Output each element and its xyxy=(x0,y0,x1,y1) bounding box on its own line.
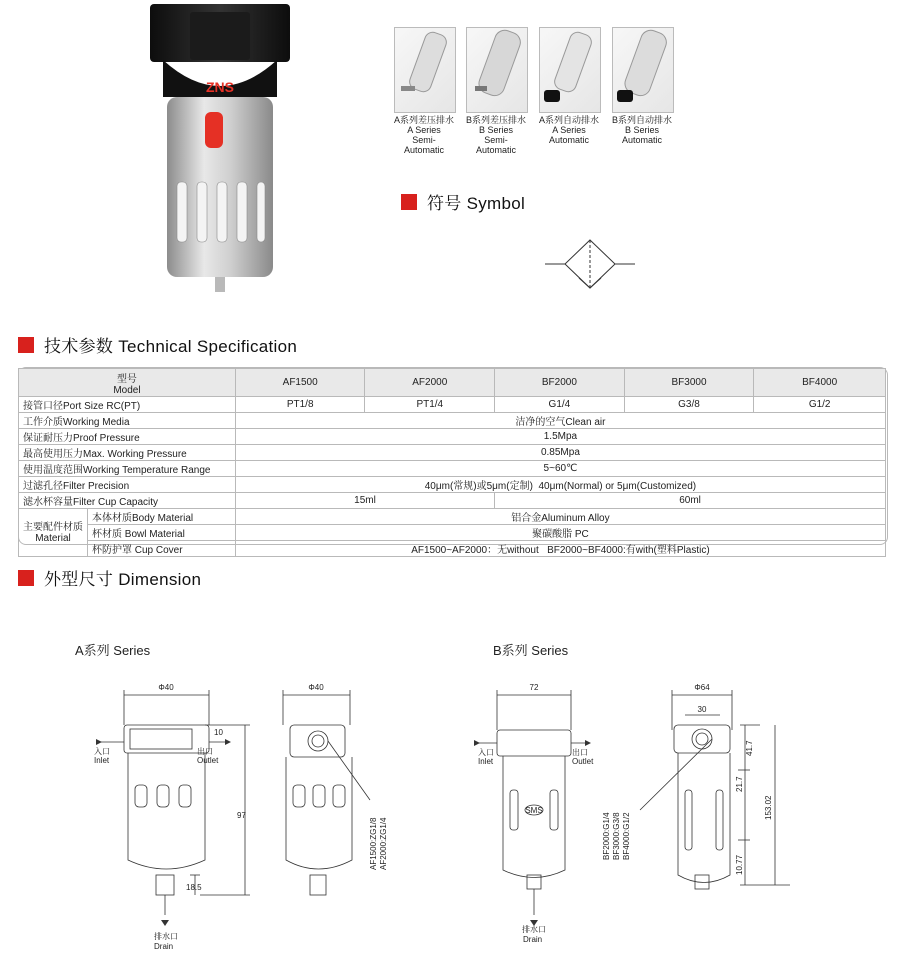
table-cell: 0.85Mpa xyxy=(235,445,885,461)
table-row xyxy=(19,445,886,461)
dim-b-side-d1: 41.7 xyxy=(745,740,754,756)
table-row xyxy=(19,477,886,493)
drain-arrow-icon xyxy=(161,920,169,926)
table-row xyxy=(19,429,886,445)
table-row xyxy=(19,525,886,541)
inlet-arrow-icon xyxy=(96,739,102,745)
b-series-title: B系列 Series xyxy=(493,643,569,658)
outlet-arrow-icon xyxy=(225,739,231,745)
dim-b-side-port: 30 xyxy=(697,705,707,714)
dim-a-front-width: Φ40 xyxy=(158,683,174,692)
variant-thumb-1 xyxy=(394,27,456,113)
dim-a-front-top: 10 xyxy=(214,728,223,737)
model-cell: BF4000 xyxy=(754,369,886,397)
row-label: 最高使用压力Max. Working Pressure xyxy=(19,445,236,461)
row-label: 接管口径Port Size RC(PT) xyxy=(19,397,236,413)
dimension-heading: 外型尺寸 Dimension xyxy=(18,565,201,590)
b-drain-en: Drain xyxy=(523,935,543,944)
b-drain-cn: 排水口 xyxy=(522,925,546,934)
table-cell: 5~60℃ xyxy=(235,461,885,477)
material-group-label: 主要配件材质 Material xyxy=(19,509,88,557)
a-port-line-1: AF1500:ZG1/8 xyxy=(369,817,378,870)
table-cell: 1.5Mpa xyxy=(235,429,885,445)
inlet-arrow-icon xyxy=(474,740,480,746)
section-marker-icon xyxy=(18,337,34,353)
table-cell: G3/8 xyxy=(624,397,754,413)
dim-b-side-d3: 153.02 xyxy=(764,795,773,820)
dim-a-front-bottom: 18.5 xyxy=(186,883,202,892)
table-cell: 15ml xyxy=(235,493,494,509)
spec-table xyxy=(18,368,886,557)
dim-a-front-height: 97 xyxy=(237,811,246,820)
table-cell: 40μm(常规)或5μm(定制) 40μm(Normal) or 5μm(Customized) xyxy=(235,477,885,493)
row-label: 杯防护罩 Cup Cover xyxy=(88,541,236,557)
symbol-heading: 符号 Symbol xyxy=(401,189,525,214)
table-row xyxy=(19,461,886,477)
b-port-line-3: BF4000:G1/2 xyxy=(622,812,631,860)
brand-logo: ZNS xyxy=(206,79,234,95)
b-inlet-en: Inlet xyxy=(478,757,494,766)
table-row xyxy=(19,413,886,429)
table-row xyxy=(19,493,886,509)
a-outlet-en: Outlet xyxy=(197,756,219,765)
dim-b-side-width: Φ64 xyxy=(694,683,710,692)
variant-thumb-4 xyxy=(612,27,674,113)
table-cell: 铝合金Aluminum Alloy xyxy=(235,509,885,525)
b-bowl-mark: SMS xyxy=(525,806,543,815)
outlet-arrow-icon xyxy=(585,740,591,746)
model-cell: BF2000 xyxy=(495,369,625,397)
table-row xyxy=(19,509,886,525)
section-marker-icon xyxy=(18,570,34,586)
section-marker-icon xyxy=(401,194,417,210)
a-port-line-2: AF2000:ZG1/4 xyxy=(379,817,388,870)
dim-b-front-width: 72 xyxy=(529,683,539,692)
a-series-title: A系列 Series xyxy=(75,643,151,658)
spec-heading: 技术参数 Technical Specification xyxy=(18,332,297,357)
dim-b-side-d4: 10.77 xyxy=(735,854,744,875)
spec-header-row xyxy=(19,369,886,397)
row-label: 保证耐压力Proof Pressure xyxy=(19,429,236,445)
table-cell: PT1/8 xyxy=(235,397,365,413)
variant-caption-1: A系列差压排水 A Series Semi- Automatic xyxy=(393,115,454,155)
table-cell: 60ml xyxy=(495,493,886,509)
variant-thumb-3 xyxy=(539,27,601,113)
table-cell: G1/2 xyxy=(754,397,886,413)
dim-b-side-d2: 21.7 xyxy=(735,776,744,792)
table-row xyxy=(19,541,886,557)
b-port-line-1: BF2000:G1/4 xyxy=(602,812,611,860)
model-cell: AF1500 xyxy=(235,369,365,397)
row-label: 过滤孔径Filter Precision xyxy=(19,477,236,493)
model-cell: BF3000 xyxy=(624,369,754,397)
variant-caption-4: B系列自动排水 B Series Automatic xyxy=(611,115,672,145)
variant-caption-3: A系列自动排水 A Series Automatic xyxy=(538,115,599,145)
model-header: 型号 Model xyxy=(19,369,236,397)
table-cell: AF1500~AF2000：无without BF2000~BF4000:有with(塑料Plastic) xyxy=(235,541,885,557)
dim-a-side-width: Φ40 xyxy=(308,683,324,692)
a-drain-en: Drain xyxy=(154,942,174,951)
table-cell: 聚碳酸脂 PC xyxy=(235,525,885,541)
a-inlet-cn: 入口 xyxy=(94,747,110,756)
variant-thumb-2 xyxy=(466,27,528,113)
filter-symbol xyxy=(545,238,635,293)
dimension-drawings xyxy=(0,670,900,970)
a-inlet-en: Inlet xyxy=(94,756,110,765)
row-label: 滤水杯容量Filter Cup Capacity xyxy=(19,493,236,509)
product-photo xyxy=(145,2,295,297)
row-label: 杯材质 Bowl Material xyxy=(88,525,236,541)
b-outlet-en: Outlet xyxy=(572,757,594,766)
a-outlet-cn: 出口 xyxy=(197,747,213,756)
b-inlet-cn: 入口 xyxy=(478,748,494,757)
table-cell: 洁净的空气Clean air xyxy=(235,413,885,429)
model-cell: AF2000 xyxy=(365,369,495,397)
row-label: 工作介质Working Media xyxy=(19,413,236,429)
table-cell: PT1/4 xyxy=(365,397,495,413)
table-row xyxy=(19,397,886,413)
a-drain-cn: 排水口 xyxy=(154,932,178,941)
table-cell: G1/4 xyxy=(495,397,625,413)
b-port-line-2: BF3000:G3/8 xyxy=(612,812,621,860)
variant-caption-2: B系列差压排水 B Series Semi- Automatic xyxy=(465,115,526,155)
row-label: 本体材质Body Material xyxy=(88,509,236,525)
row-label: 使用温度范围Working Temperature Range xyxy=(19,461,236,477)
b-outlet-cn: 出口 xyxy=(572,748,588,757)
